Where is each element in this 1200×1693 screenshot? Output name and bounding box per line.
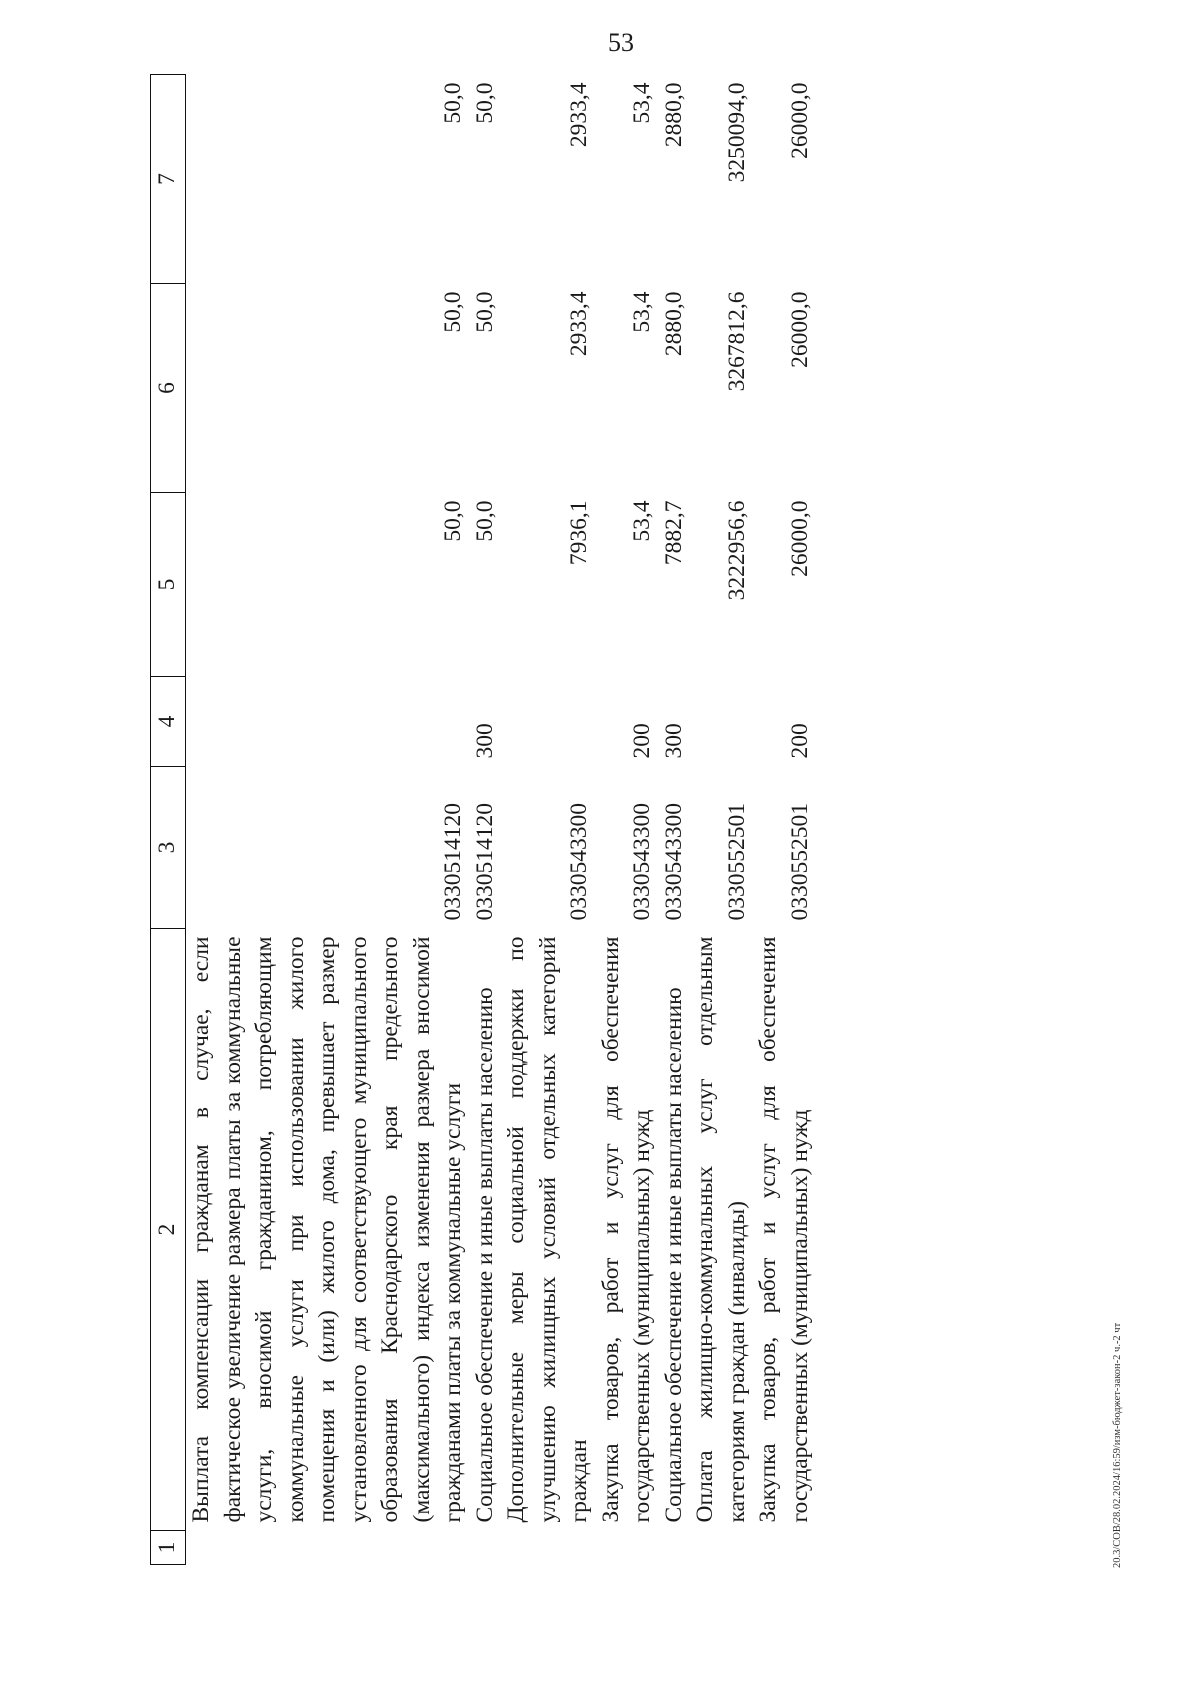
row-code: 0330543300 <box>629 803 655 921</box>
table-header-row <box>151 75 186 1565</box>
row-code: 0330514120 <box>471 803 498 921</box>
row-name: Социальное обеспечение и иные выплаты населению <box>471 987 498 1523</box>
row-value-6: 2880,0 <box>660 291 687 357</box>
header-col-5: 5 <box>151 493 186 677</box>
row-index-cell <box>659 1531 691 1565</box>
row-index-cell <box>753 1531 816 1565</box>
row-value-7: 2933,4 <box>566 82 592 148</box>
header-col-2: 2 <box>151 929 186 1531</box>
document-footer-code: 20.3/СОВ/28.02.2024/16:59/изм-бюджет-закон-2 ч.-2 чт <box>1112 1322 1123 1568</box>
row-kvr: 200 <box>786 723 813 759</box>
row-name: Социальное обеспечение и иные выплаты населению <box>660 987 687 1523</box>
row-value-7: 50,0 <box>471 82 498 124</box>
row-code: 0330514120 <box>440 803 466 921</box>
row-value-6: 26000,0 <box>786 291 813 368</box>
header-col-3: 3 <box>151 767 186 929</box>
table-row <box>186 75 470 1565</box>
row-index-cell <box>501 1531 596 1565</box>
header-col-6: 6 <box>151 284 186 493</box>
page-number: 53 <box>608 28 634 57</box>
budget-table <box>150 74 816 1565</box>
row-value-6: 50,0 <box>440 291 466 333</box>
row-kvr: 300 <box>660 723 687 759</box>
row-kvr <box>690 677 753 767</box>
row-value-6: 53,4 <box>629 291 655 333</box>
row-code: 0330552501 <box>786 803 813 921</box>
table-row <box>501 75 596 1565</box>
header-col-4: 4 <box>151 677 186 767</box>
row-value-7: 3250094,0 <box>723 82 750 183</box>
row-value-5: 53,4 <box>629 500 655 542</box>
row-value-7: 26000,0 <box>786 82 813 159</box>
row-code: 0330552501 <box>723 803 750 921</box>
row-index-cell <box>596 1531 659 1565</box>
row-value-5: 7936,1 <box>566 500 592 566</box>
row-value-7: 2880,0 <box>660 82 687 148</box>
row-name: Закупка товаров, работ и услуг для обеспечения государственных (муниципальных) нужд <box>755 936 813 1523</box>
row-value-6: 3267812,6 <box>723 291 750 392</box>
row-index-cell <box>690 1531 753 1565</box>
row-value-7: 53,4 <box>629 82 655 124</box>
table-row <box>753 75 816 1565</box>
row-index-cell <box>470 1531 502 1565</box>
header-col-1: 1 <box>151 1531 186 1565</box>
rotated-table-container <box>150 75 1170 1565</box>
row-code: 0330543300 <box>660 803 687 921</box>
row-name: Закупка товаров, работ и услуг для обеспечения государственных (муниципальных) нужд <box>597 936 655 1523</box>
row-name: Выплата компенсации гражданам в случае, если фактическое увеличение размера платы за коммунальные услуги, вносимой гражданином, потребляющим коммунальные услуги при использовании жилого помещения и (или) жилого дома, превышает размер установленного для соответствующего муниципального образования Краснодарского края предельного (максимального) индекса изменения размера вносимой гражданами платы за коммунальные услуги <box>188 936 466 1523</box>
row-index-cell <box>186 1531 470 1565</box>
table-row <box>470 75 502 1565</box>
row-value-7: 50,0 <box>440 82 466 124</box>
table-row <box>659 75 691 1565</box>
row-value-5: 26000,0 <box>786 500 813 577</box>
row-value-5: 50,0 <box>440 500 466 542</box>
row-kvr: 200 <box>629 723 655 759</box>
row-name: Оплата жилищно-коммунальных услуг отдельным категориям граждан (инвалиды) <box>692 936 750 1523</box>
table-row <box>690 75 753 1565</box>
row-value-5: 50,0 <box>471 500 498 542</box>
header-col-7: 7 <box>151 75 186 284</box>
row-value-5: 3222956,6 <box>723 500 750 601</box>
row-value-6: 50,0 <box>471 291 498 333</box>
row-value-6: 2933,4 <box>566 291 592 357</box>
row-value-5: 7882,7 <box>660 500 687 566</box>
row-name: Дополнительные меры социальной поддержки по улучшению жилищных условий отдельных категорий граждан <box>503 936 592 1523</box>
row-code: 0330543300 <box>566 803 592 921</box>
row-kvr: 300 <box>471 723 498 759</box>
row-kvr <box>501 677 596 767</box>
row-kvr <box>186 677 470 767</box>
table-row <box>596 75 659 1565</box>
